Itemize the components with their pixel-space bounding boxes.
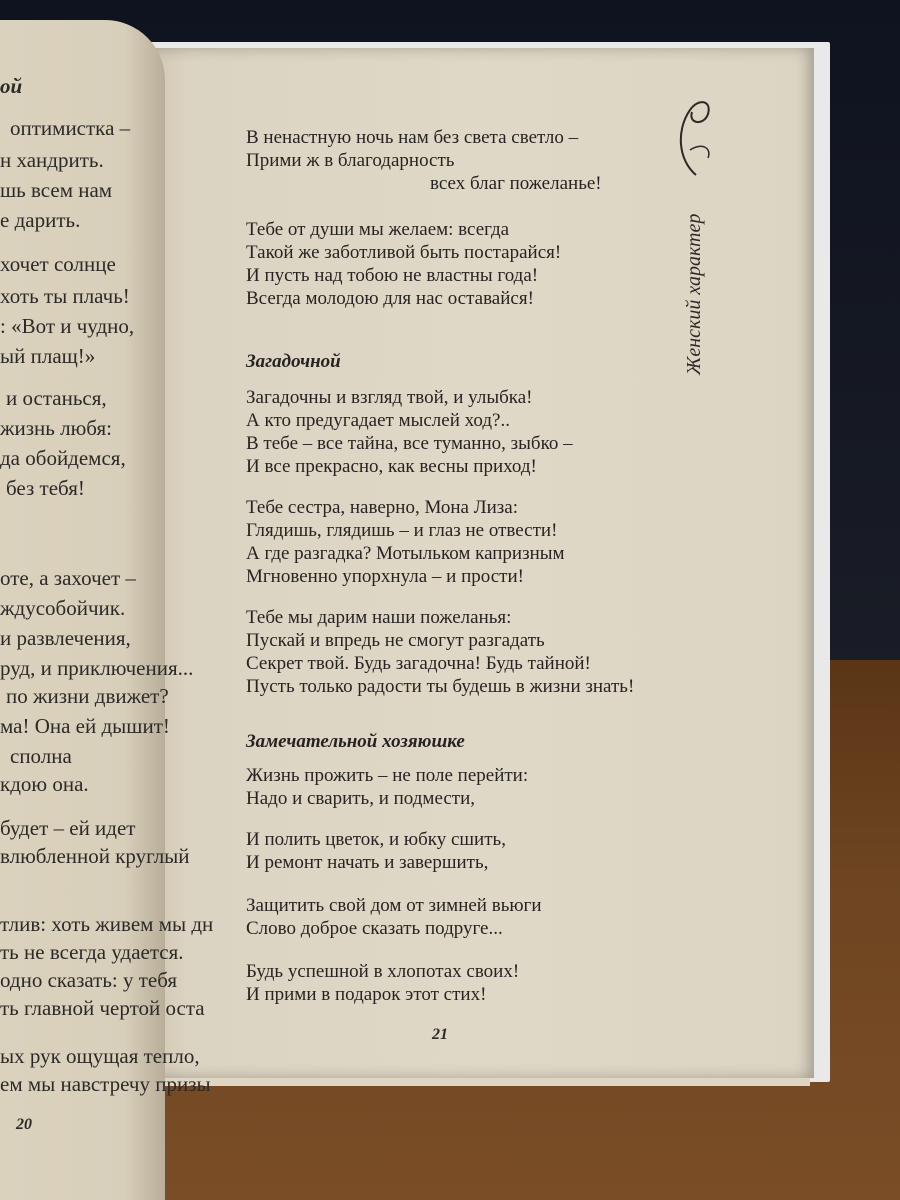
left-page-line: да обойдемся,: [0, 446, 126, 470]
left-page-line: жизнь любя:: [0, 416, 112, 440]
poem-line: В тебе – все тайна, все туманно, зыбко –: [246, 433, 573, 454]
left-page-line: влюбленной круглый: [0, 844, 190, 868]
heading-hozyayushke: [246, 730, 465, 753]
left-page-line: оптимистка –: [10, 116, 131, 140]
poem-line: Глядишь, глядишь – и глаз не отвести!: [246, 520, 558, 541]
left-page-line: и останься,: [6, 386, 107, 410]
poem-line: И все прекрасно, как весны приход!: [246, 456, 537, 477]
poem-line: Всегда молодою для нас оставайся!: [246, 288, 534, 309]
left-page-line: тлив: хоть живем мы дн: [0, 912, 214, 936]
poem-line: Мгновенно упорхнула – и прости!: [246, 566, 524, 587]
poem-block-5: [246, 606, 634, 698]
left-page-line: по жизни движет?: [6, 684, 169, 708]
left-page-line: и развлечения,: [0, 626, 131, 650]
left-page-line: шь всем нам: [0, 178, 113, 202]
left-page-line: хоть ты плачь!: [0, 284, 130, 308]
poem-line: И ремонт начать и завершить,: [246, 852, 489, 873]
poem-block-3: [246, 386, 573, 478]
poem-block-4: [246, 496, 565, 588]
left-page-line: хочет солнце: [0, 252, 116, 276]
left-page-line: без тебя!: [6, 476, 85, 500]
poem-line: И прими в подарок этот стих!: [246, 984, 487, 1005]
left-page-line: ый плащ!»: [0, 344, 96, 368]
left-page-line: ждусобойчик.: [0, 596, 126, 620]
left-page-line: будет – ей идет: [0, 816, 136, 840]
left-page-line: ых рук ощущая тепло,: [0, 1044, 200, 1068]
left-page-line: : «Вот и чудно,: [0, 314, 135, 338]
poem-line: Жизнь прожить – не поле перейти:: [246, 765, 529, 786]
left-page-line: н хандрить.: [0, 148, 104, 172]
poem-line: Пускай и впредь не смогут разгадать: [246, 630, 545, 651]
left-page-line: сполна: [10, 744, 72, 768]
poem-line: Загадочны и взгляд твой, и улыбка!: [246, 387, 533, 408]
poem-line: Пусть только радости ты будешь в жизни знать!: [246, 676, 635, 697]
poem-line: Будь успешной в хлопотах своих!: [246, 961, 520, 982]
left-page: [0, 20, 214, 1200]
left-page-line: ть главной чертой оста: [0, 996, 205, 1020]
poem-line: И полить цветок, и юбку сшить,: [246, 829, 506, 850]
poem-line: Надо и сварить, и подмести,: [246, 788, 476, 809]
poem-block-6: [246, 764, 528, 810]
left-page-line: е дарить.: [0, 208, 81, 232]
left-page-line: ть не всегда удается.: [0, 940, 184, 964]
poem-block-1: [246, 126, 602, 195]
poem-heading: Замечательной хозяюшке: [246, 731, 465, 752]
left-page-line: ой: [0, 74, 23, 98]
poem-line: всех благ пожеланье!: [430, 173, 602, 194]
poem-line: Прими ж в благодарность: [246, 150, 455, 171]
left-page-line: руд, и приключения...: [0, 656, 194, 680]
left-page-line: ма! Она ей дышит!: [0, 714, 170, 738]
poem-line: Такой же заботливой быть постарайся!: [246, 242, 562, 263]
left-page-line: одно сказать: у тебя: [0, 968, 178, 992]
flourish-ornament: [668, 90, 718, 180]
side-title: Женский характер: [683, 213, 705, 375]
poem-line: Тебе мы дарим наши пожеланья:: [246, 607, 512, 628]
poem-line: А кто предугадает мыслей ход?..: [246, 410, 510, 431]
poem-block-9: [246, 960, 519, 1006]
poem-line: Слово доброе сказать подруге...: [246, 918, 503, 939]
left-page-line: кдою она.: [0, 772, 89, 796]
page-number-left: 20: [16, 1116, 32, 1133]
heading-zagadochnoy: [246, 350, 341, 373]
left-page-line: оте, а захочет –: [0, 566, 136, 590]
poem-line: Защитить свой дом от зимней вьюги: [246, 895, 542, 916]
poem-line: Тебе от души мы желаем: всегда: [246, 219, 510, 240]
poem-heading: Загадочной: [246, 351, 341, 372]
poem-line: И пусть над тобою не властны года!: [246, 265, 539, 286]
poem-line: Тебе сестра, наверно, Мона Лиза:: [246, 497, 518, 518]
poem-line: А где разгадка? Мотыльком капризным: [246, 543, 565, 564]
page-number-right: 21: [432, 1026, 448, 1043]
left-page-line: ем мы навстречу призы: [0, 1072, 211, 1096]
poem-line: Секрет твой. Будь загадочна! Будь тайной!: [246, 653, 591, 674]
poem-block-7: [246, 828, 506, 874]
poem-block-8: [246, 894, 542, 940]
poem-block-2: [246, 218, 561, 310]
poem-line: В ненастную ночь нам без света светло –: [246, 127, 579, 148]
